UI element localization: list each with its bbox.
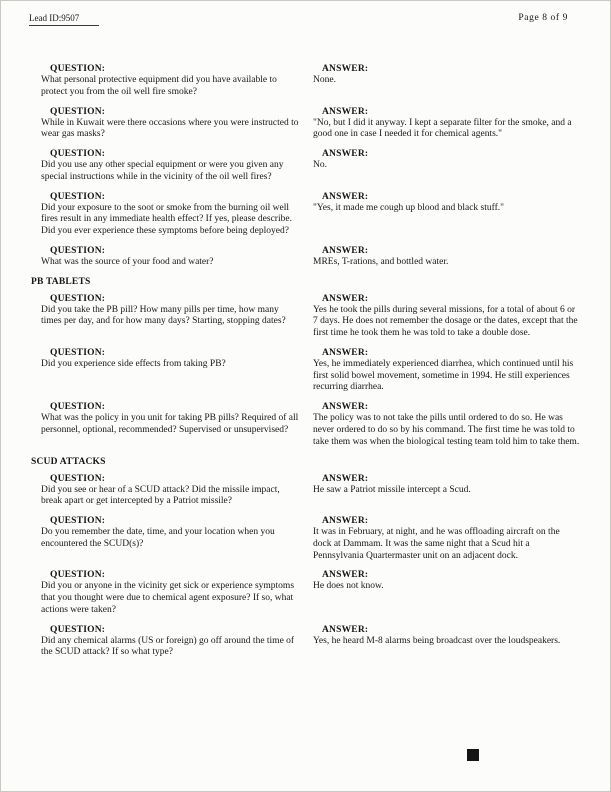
qa-row <box>41 192 580 238</box>
answer-block <box>313 246 580 269</box>
answer-label: ANSWER: <box>322 624 369 635</box>
question-block <box>41 246 299 269</box>
question-text: Did you see or hear of a SCUD attack? Did the missile impact, break apart or get intercepted by a Patriot missile? <box>41 484 280 507</box>
qa-row <box>41 149 580 184</box>
question-text: Did your exposure to the soot or smoke from the burning oil well fires result in any immediate health effect? If yes, please describe. Did you ever experience these symptoms before being deployed? <box>41 202 292 237</box>
question-label: QUESTION: <box>50 516 106 527</box>
section-title-pb-tablets: PB TABLETS <box>31 276 91 287</box>
answer-text: He saw a Patriot missile intercept a Scud. <box>313 484 471 495</box>
qa-row <box>41 625 580 660</box>
answer-label: ANSWER: <box>322 347 369 358</box>
answer-block <box>313 107 580 142</box>
question-block <box>41 348 299 394</box>
answer-block <box>313 570 580 616</box>
answer-text: "Yes, it made me cough up blood and black stuff." <box>313 202 505 213</box>
question-text: Did any chemical alarms (US or foreign) go off around the time of the SCUD attack? If so what type? <box>41 635 295 658</box>
answer-text: It was in February, at night, and he was offloading aircraft on the dock at Dammam. It was the same night that a Scud hit a Pennsylvania Quartermaster unit on an adjacent dock. <box>313 527 560 561</box>
answer-label: ANSWER: <box>322 64 369 74</box>
answer-block <box>313 516 580 562</box>
qa-row <box>41 64 580 99</box>
question-label: QUESTION: <box>50 570 106 581</box>
scan-artifact-mark <box>467 749 479 761</box>
answer-text: None. <box>313 75 336 85</box>
question-text: Did you use any other special equipment or were you given any special instructions while in the vicinity of the oil well fires? <box>41 160 284 182</box>
question-block <box>41 402 299 448</box>
answer-block <box>313 149 580 184</box>
answer-text: No. <box>313 160 327 171</box>
question-block <box>41 625 299 660</box>
answer-block <box>313 64 580 99</box>
qa-row <box>41 246 580 269</box>
answer-text: He does not know. <box>313 581 384 592</box>
question-label: QUESTION: <box>50 245 106 256</box>
document-header <box>29 13 580 26</box>
answer-label: ANSWER: <box>322 245 369 256</box>
question-label: QUESTION: <box>50 191 106 202</box>
question-text: What was the source of your food and water? <box>41 256 214 267</box>
question-label: QUESTION: <box>50 402 106 413</box>
question-label: QUESTION: <box>50 624 106 635</box>
qa-content <box>29 64 580 659</box>
question-text: Did you or anyone in the vicinity get sick or experience symptoms that you thought were due to chemical agent exposure? If so, what actions were taken? <box>41 581 295 615</box>
question-block <box>41 516 299 562</box>
qa-row <box>41 516 580 562</box>
answer-block <box>313 402 580 448</box>
answer-label: ANSWER: <box>322 191 369 202</box>
answer-block <box>313 348 580 394</box>
lead-id: Lead ID:9507 <box>29 13 99 26</box>
question-text: What personal protective equipment did you have available to protect you from the oil well fire smoke? <box>41 75 277 97</box>
answer-label: ANSWER: <box>322 402 369 413</box>
question-label: QUESTION: <box>50 473 106 484</box>
question-label: QUESTION: <box>50 347 106 358</box>
answer-text: Yes, he immediately experienced diarrhea, which continued until his first solid bowel movement, sometime in 1994. He still experiences recurring diarrhea. <box>313 358 574 393</box>
answer-label: ANSWER: <box>322 293 369 304</box>
question-block <box>41 570 299 616</box>
answer-text: Yes, he heard M-8 alarms being broadcast over the loudspeakers. <box>313 635 561 646</box>
answer-text: Yes he took the pills during several missions, for a total of about 6 or 7 days. He does not remember the dosage or the dates, except that the first time he took them he was told to take a double dose. <box>313 304 578 339</box>
section-title-scud-attacks: SCUD ATTACKS <box>31 456 106 467</box>
question-block <box>41 149 299 184</box>
question-label: QUESTION: <box>50 64 106 74</box>
question-block <box>41 64 299 99</box>
question-label: QUESTION: <box>50 149 106 160</box>
answer-text: MREs, T-rations, and bottled water. <box>313 256 449 267</box>
qa-row <box>41 348 580 394</box>
question-text: Did you take the PB pill? How many pills per time, how many times per day, and for how many days? Starting, stopping dates? <box>41 304 286 327</box>
question-block <box>41 474 299 509</box>
question-text: Did you experience side effects from taking PB? <box>41 358 226 369</box>
answer-block <box>313 192 580 238</box>
question-block <box>41 107 299 142</box>
qa-row <box>41 570 580 616</box>
answer-block <box>313 625 580 660</box>
qa-row <box>41 294 580 340</box>
qa-row <box>41 107 580 142</box>
qa-row <box>41 402 580 448</box>
answer-block <box>313 474 580 509</box>
answer-text: The policy was to not take the pills until ordered to do so. He was never ordered to do so by his command. The first time he was told to take them was when the biological testing team told him to take them. <box>313 413 580 447</box>
answer-block <box>313 294 580 340</box>
question-text: Do you remember the date, time, and your location when you encountered the SCUD(s)? <box>41 527 275 549</box>
answer-label: ANSWER: <box>322 516 369 527</box>
question-text: While in Kuwait were there occasions where you were instructed to wear gas masks? <box>41 117 299 140</box>
page-number: Page 8 of 9 <box>518 13 568 23</box>
answer-label: ANSWER: <box>322 106 369 117</box>
answer-label: ANSWER: <box>322 570 369 581</box>
qa-row <box>41 474 580 509</box>
question-label: QUESTION: <box>50 293 106 304</box>
question-block <box>41 294 299 340</box>
question-label: QUESTION: <box>50 106 106 117</box>
question-block <box>41 192 299 238</box>
question-text: What was the policy in you unit for taking PB pills? Required of all personnel, optional, recommended? Supervised or unsupervised? <box>41 413 299 436</box>
answer-label: ANSWER: <box>322 149 369 160</box>
answer-text: "No, but I did it anyway. I kept a separate filter for the smoke, and a good one in case I needed it for chemical agents." <box>313 117 572 140</box>
answer-label: ANSWER: <box>322 473 369 484</box>
